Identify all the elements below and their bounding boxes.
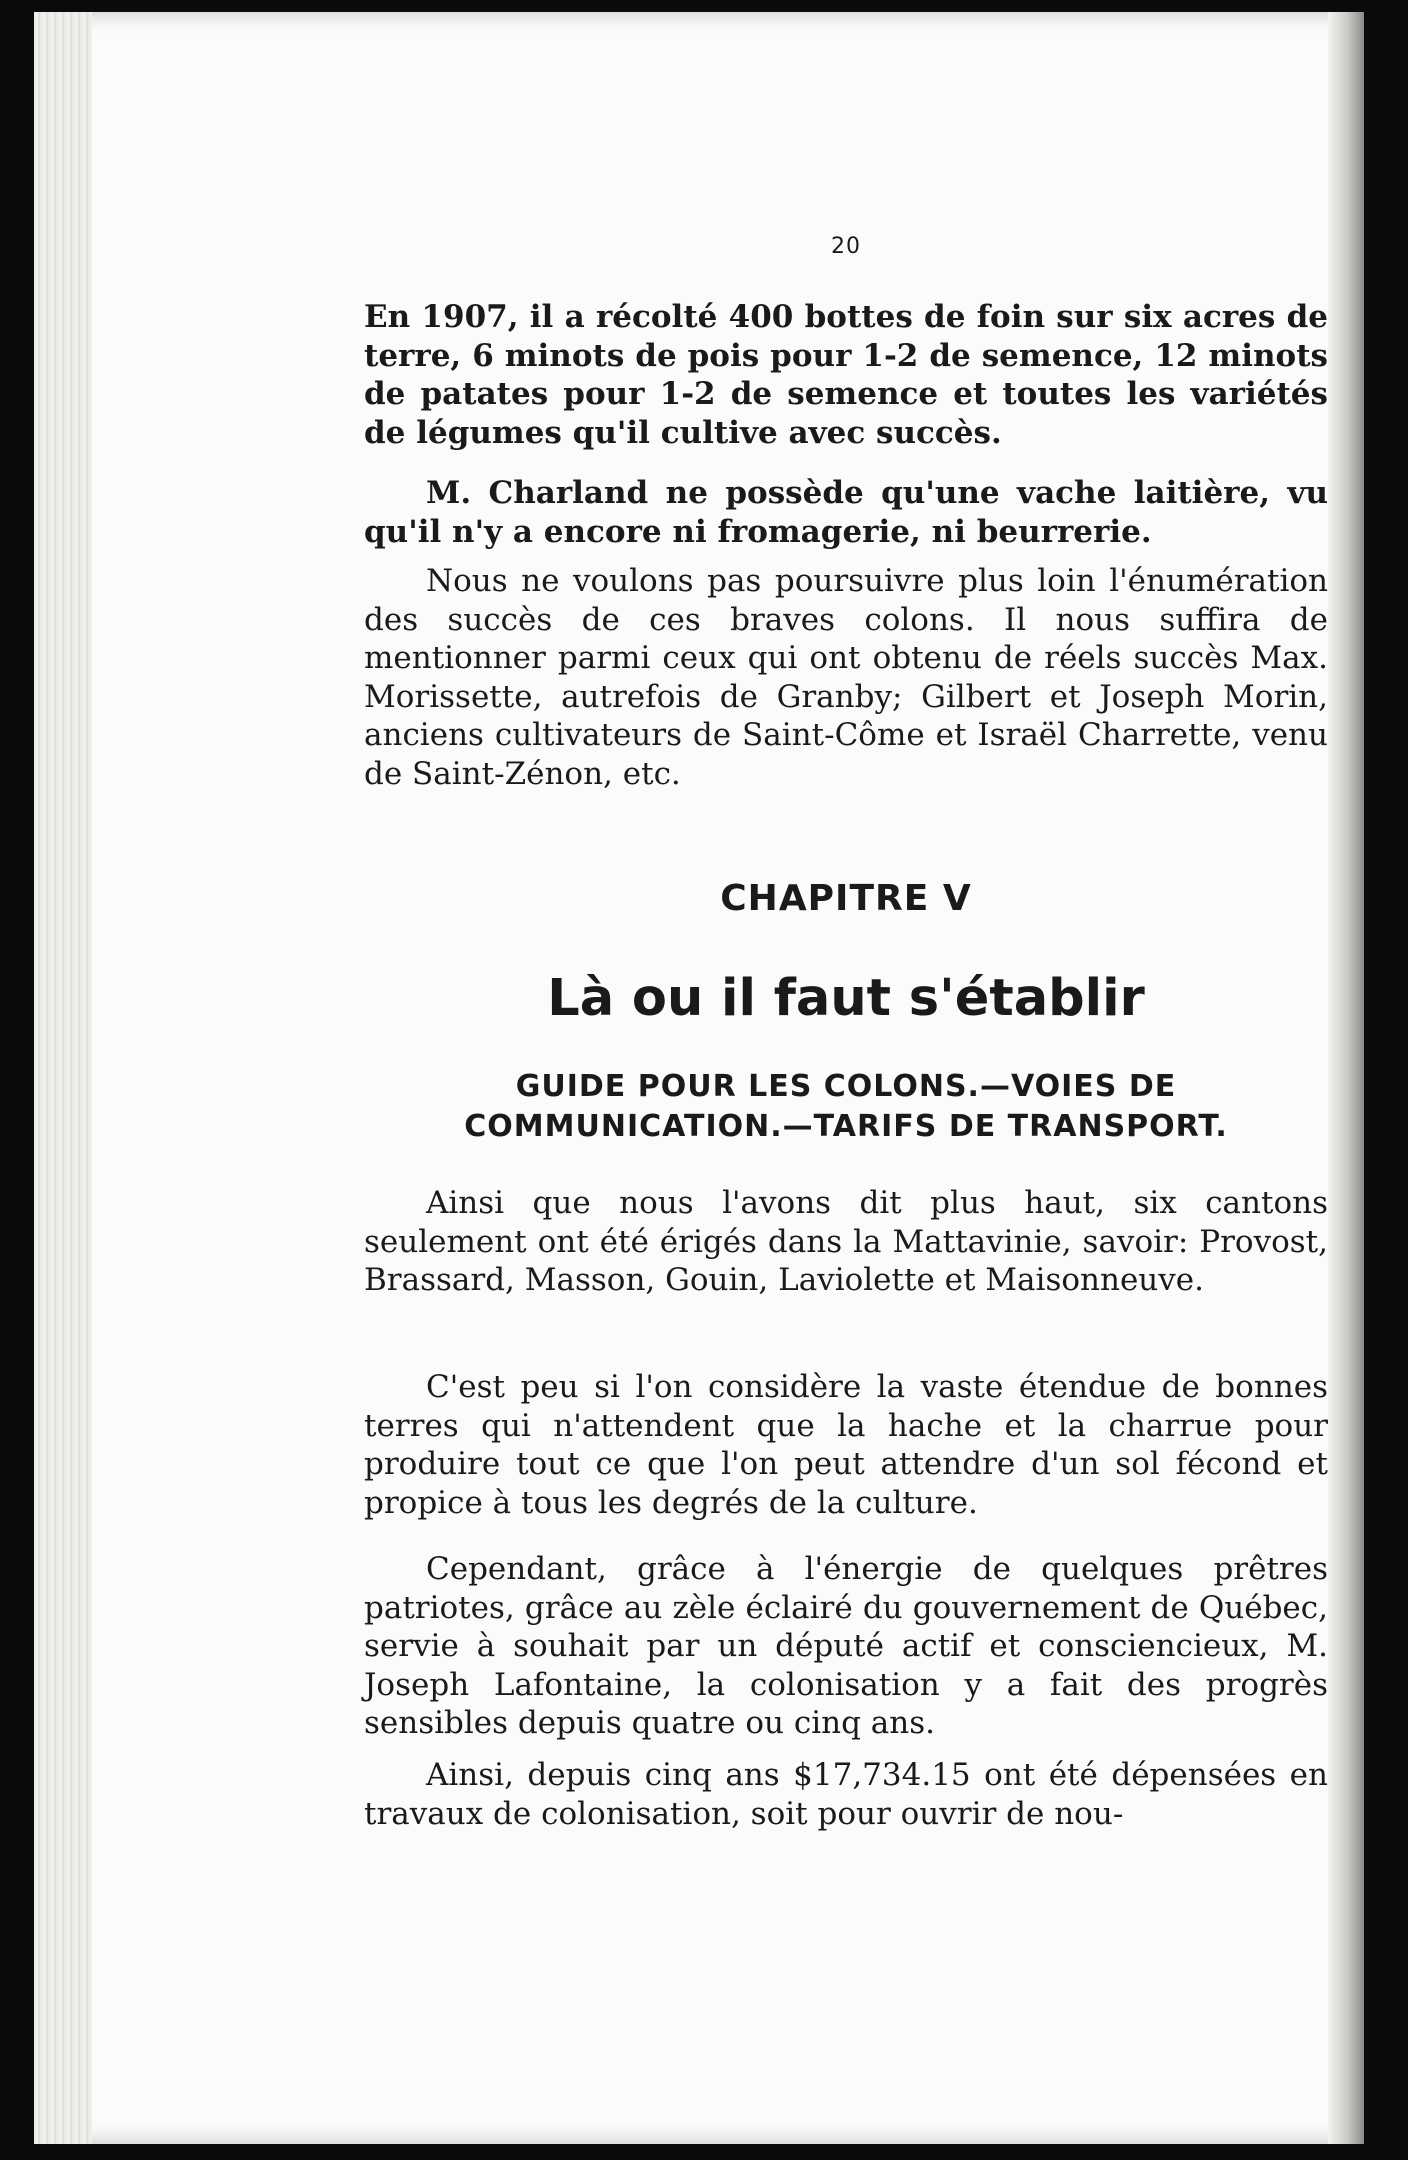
paragraph-depenses: Ainsi, depuis cinq ans $17,734.15 ont été dépensées en travaux de colonisation, soit pour ouvrir de nou- bbox=[364, 1757, 1328, 1832]
paragraph-terres: C'est peu si l'on considère la vaste étendue de bonnes terres qui n'attendent que la hache et la charrue pour produire tout ce que l'on peut attendre d'un sol fécond et propice à tous les degrés de la culture. bbox=[364, 1369, 1328, 1521]
page-gutter-shadow bbox=[1328, 12, 1364, 2144]
book-page bbox=[34, 12, 1364, 2144]
paragraph-charland: M. Charland ne possède qu'une vache laitière, vu qu'il n'y a encore ni fromagerie, ni beurrerie. bbox=[364, 475, 1328, 550]
paragraph-colonisation: Cependant, grâce à l'énergie de quelques prêtres patriotes, grâce au zèle éclairé du gouvernement de Québec, servie à souhait par un député actif et consciencieux, M. Joseph Lafontaine, la colonisation y a fait des progrès sensibles depuis quatre ou cinq ans. bbox=[364, 1551, 1328, 1741]
paragraph-cantons: Ainsi que nous l'avons dit plus haut, six cantons seulement ont été érigés dans la Mattavinie, savoir: Provost, Brassard, Masson, Gouin, Laviolette et Maisonneuve. bbox=[364, 1185, 1328, 1298]
page-number: 20 bbox=[831, 234, 861, 259]
page-stack-edge bbox=[34, 12, 92, 2144]
paragraph-colons: Nous ne voulons pas poursuivre plus loin l'énumération des succès de ces braves colons. Il nous suffira de mentionner parmi ceux qui ont obtenu de réels succès Max. Morissette, autrefois de Granby; Gilbert et Joseph Morin, anciens cultivateurs de Saint-Côme et Israël Charrette, venu de Saint-Zénon, etc. bbox=[364, 563, 1328, 792]
chapter-title: Là ou il faut s'établir bbox=[547, 969, 1145, 1028]
chapter-subtitle: GUIDE POUR LES COLONS.—VOIES DE COMMUNICATION.—TARIFS DE TRANSPORT. bbox=[464, 1069, 1228, 1144]
paragraph-harvest: En 1907, il a récolté 400 bottes de foin sur six acres de terre, 6 minots de pois pour 1-2 de semence, 12 minots de patates pour 1-2 de semence et toutes les variétés de légumes qu'il cultive avec succès. bbox=[364, 299, 1328, 451]
chapter-heading: CHAPITRE V bbox=[720, 878, 972, 919]
